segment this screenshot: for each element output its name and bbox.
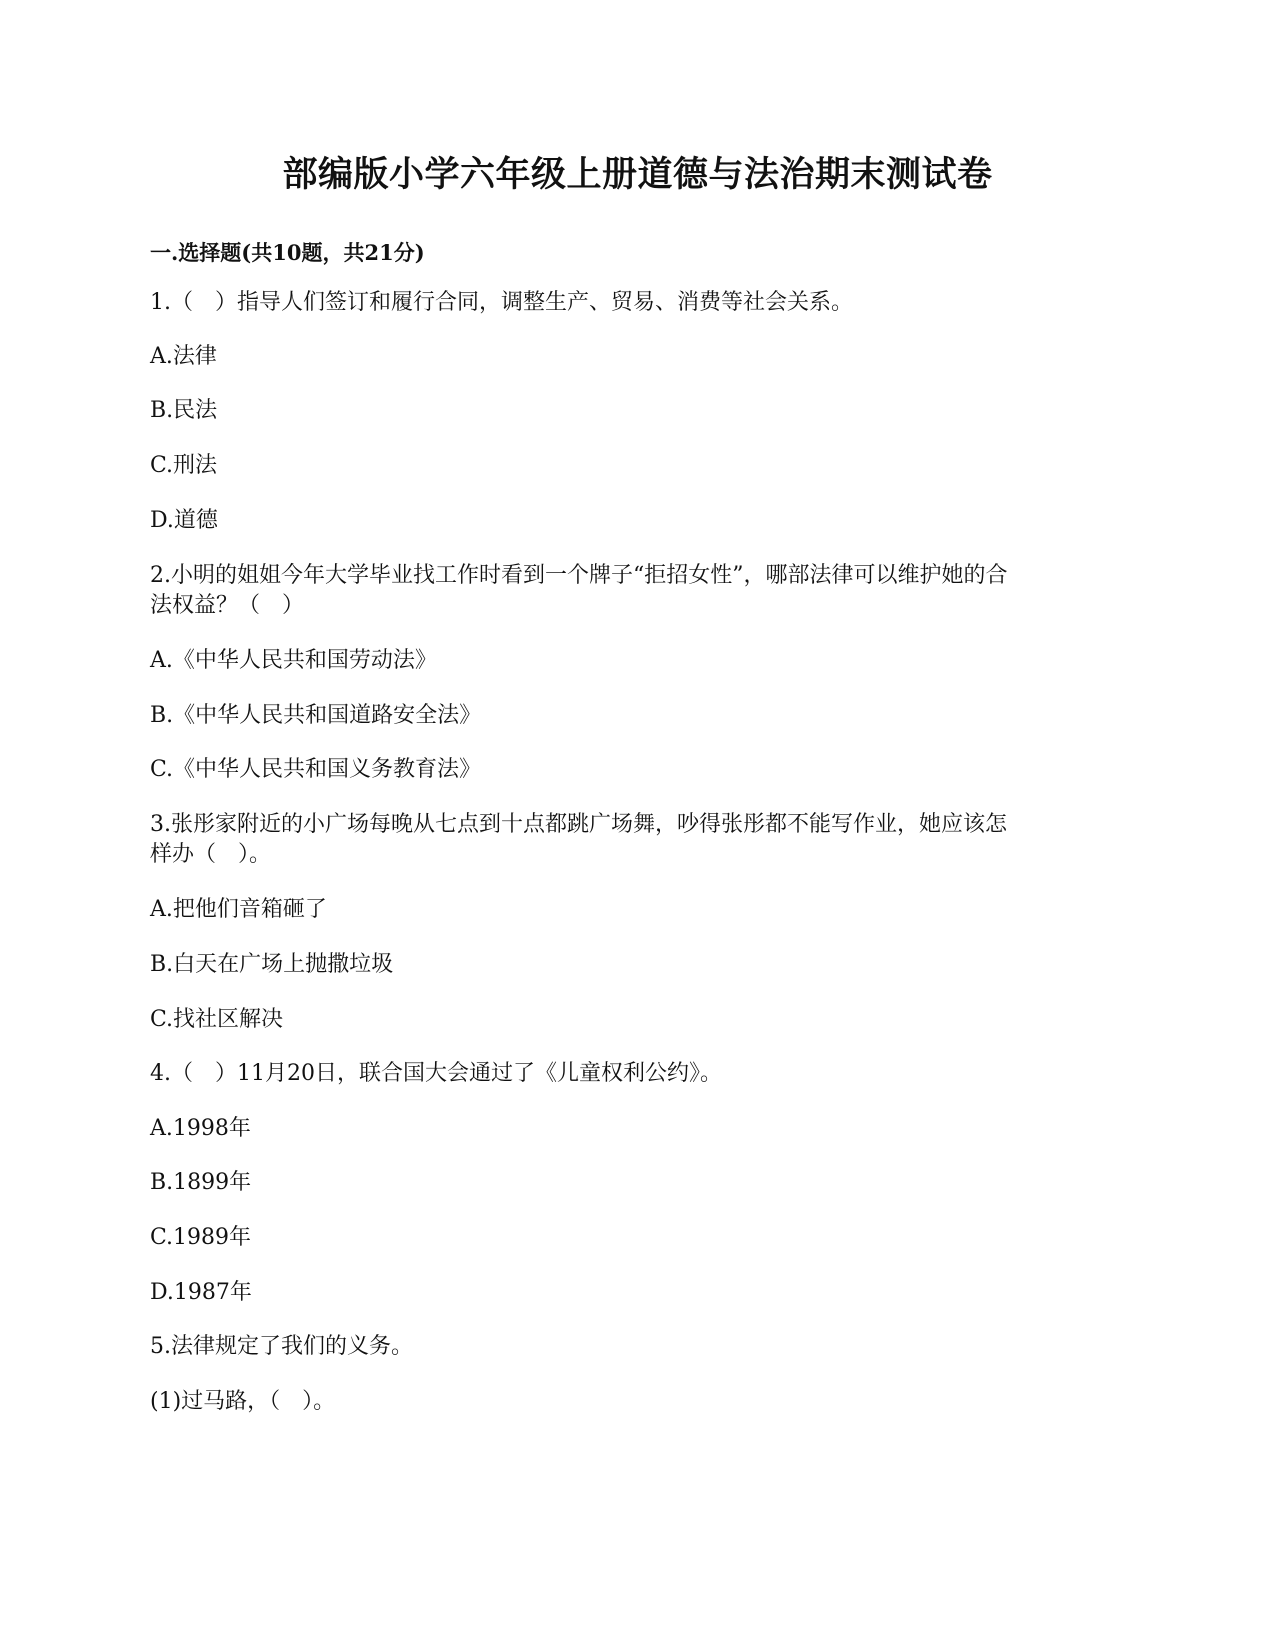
question-1-stem: 1.（ ）指导人们签订和履行合同，调整生产、贸易、消费等社会关系。: [150, 290, 853, 315]
question-2-option-a: A.《中华人民共和国劳动法》: [150, 648, 437, 673]
question-4-option-d: D.1987年: [150, 1280, 252, 1305]
page-title: 部编版小学六年级上册道德与法治期末测试卷: [282, 154, 993, 195]
question-3-stem-line-1: 3.张彤家附近的小广场每晚从七点到十点都跳广场舞，吵得张彤都不能写作业，她应该怎: [150, 812, 1007, 837]
question-2-stem-line-2: 法权益？（ ）: [150, 593, 305, 618]
question-2-option-b: B.《中华人民共和国道路安全法》: [150, 703, 482, 728]
question-2-stem-line-1: 2.小明的姐姐今年大学毕业找工作时看到一个牌子“拒招女性”，哪部法律可以维护她的合: [150, 563, 1008, 588]
question-4-stem: 4.（ ）11月20日，联合国大会通过了《儿童权利公约》。: [150, 1061, 722, 1086]
question-1-option-d: D.道德: [150, 508, 218, 533]
question-1-option-b: B.民法: [150, 398, 218, 423]
question-1-option-a: A.法律: [150, 344, 217, 369]
question-5-sub-1: (1)过马路，（ ）。: [150, 1389, 336, 1414]
question-4-option-a: A.1998年: [150, 1116, 251, 1141]
question-2-option-c: C.《中华人民共和国义务教育法》: [150, 757, 482, 782]
question-4-option-b: B.1899年: [150, 1170, 252, 1195]
section-heading: 一.选择题(共10题，共21分): [150, 240, 425, 265]
question-3-option-c: C.找社区解决: [150, 1007, 284, 1032]
question-3-option-b: B.白天在广场上抛撒垃圾: [150, 952, 394, 977]
question-3-option-a: A.把他们音箱砸了: [150, 897, 327, 922]
question-1-option-c: C.刑法: [150, 453, 218, 478]
question-5-stem: 5.法律规定了我们的义务。: [150, 1334, 413, 1359]
question-4-option-c: C.1989年: [150, 1225, 252, 1250]
question-3-stem-line-2: 样办（ ）。: [150, 842, 272, 867]
